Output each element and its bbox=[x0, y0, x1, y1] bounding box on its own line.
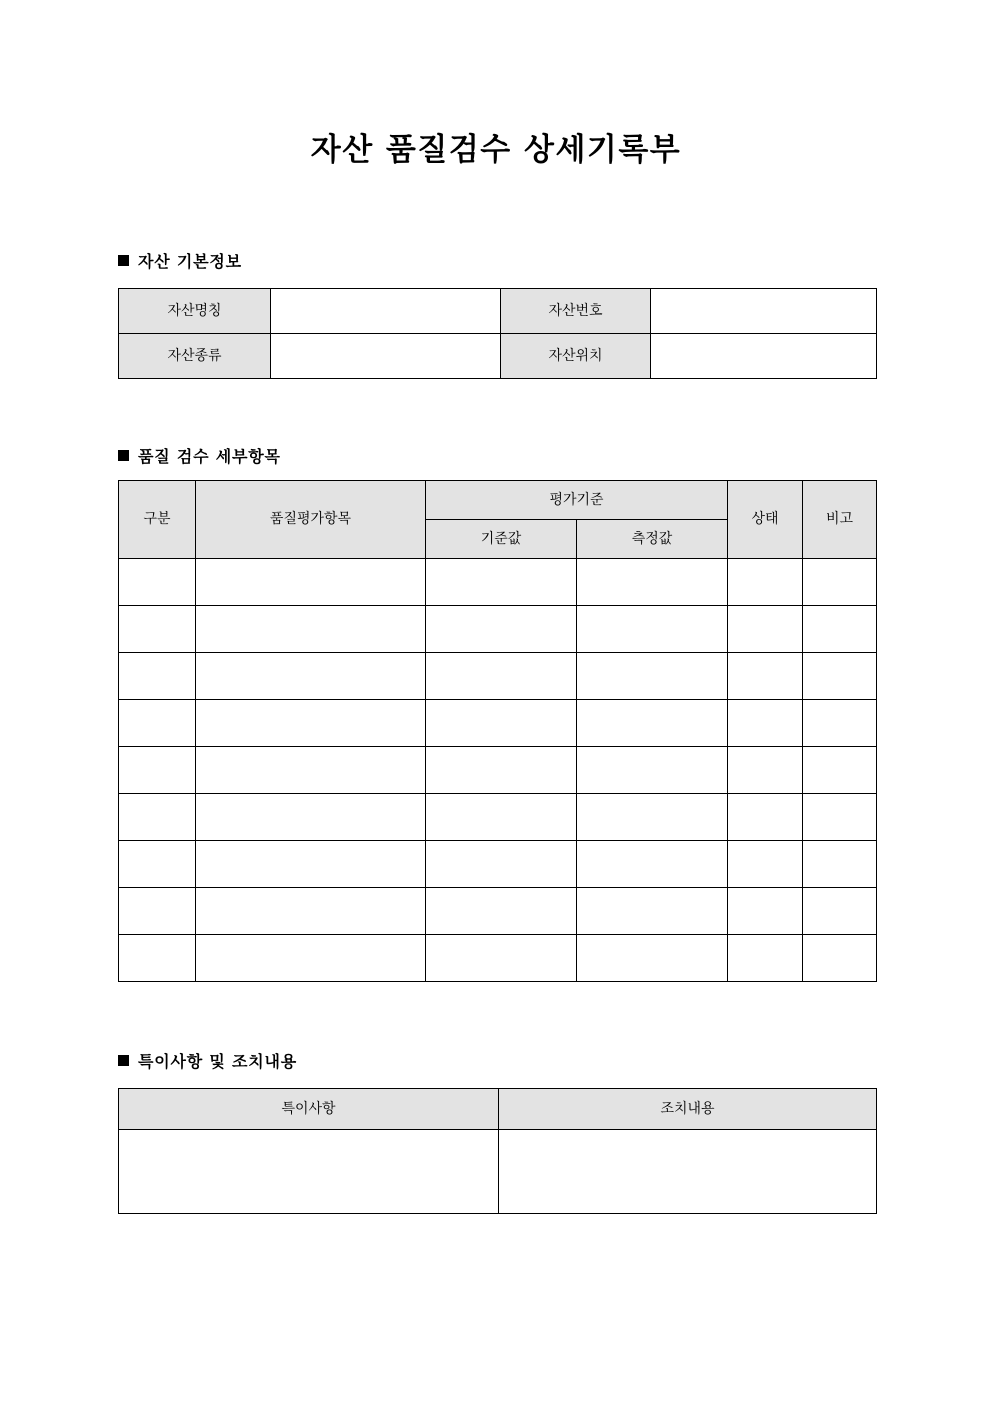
section-heading-notes-actions bbox=[118, 1052, 297, 1071]
cell-item[interactable] bbox=[196, 888, 426, 935]
cell-state[interactable] bbox=[728, 606, 803, 653]
cell-remark[interactable] bbox=[803, 700, 877, 747]
cell-gubun[interactable] bbox=[119, 794, 196, 841]
cell-gubun[interactable] bbox=[119, 559, 196, 606]
section-heading-inspection-detail bbox=[118, 447, 281, 466]
cell-standard-value[interactable] bbox=[426, 794, 577, 841]
cell-state[interactable] bbox=[728, 935, 803, 982]
column-header-state: 상태 bbox=[728, 481, 803, 559]
column-header-note: 특이사항 bbox=[119, 1089, 499, 1130]
cell-remark[interactable] bbox=[803, 935, 877, 982]
cell-item[interactable] bbox=[196, 794, 426, 841]
square-bullet-icon bbox=[118, 450, 129, 461]
cell-standard-value[interactable] bbox=[426, 653, 577, 700]
table-row bbox=[119, 700, 877, 747]
cell-state[interactable] bbox=[728, 888, 803, 935]
cell-measured-value[interactable] bbox=[577, 794, 728, 841]
field-label-asset-location: 자산위치 bbox=[501, 334, 651, 379]
cell-gubun[interactable] bbox=[119, 606, 196, 653]
field-value-asset-number[interactable] bbox=[651, 289, 877, 334]
quality-inspection-table-body bbox=[119, 559, 877, 982]
page-title: 자산 품질검수 상세기록부 bbox=[310, 132, 682, 168]
section-heading-basic-info bbox=[118, 252, 242, 271]
square-bullet-icon bbox=[118, 255, 129, 266]
table-row bbox=[119, 888, 877, 935]
asset-basic-info-table bbox=[118, 288, 877, 379]
cell-gubun[interactable] bbox=[119, 700, 196, 747]
cell-state[interactable] bbox=[728, 700, 803, 747]
table-row bbox=[119, 559, 877, 606]
field-value-asset-location[interactable] bbox=[651, 334, 877, 379]
cell-gubun[interactable] bbox=[119, 841, 196, 888]
table-header-row bbox=[119, 1089, 877, 1130]
cell-standard-value[interactable] bbox=[426, 700, 577, 747]
cell-item[interactable] bbox=[196, 747, 426, 794]
cell-state[interactable] bbox=[728, 794, 803, 841]
cell-item[interactable] bbox=[196, 700, 426, 747]
column-header-action: 조치내용 bbox=[499, 1089, 877, 1130]
notes-actions-table bbox=[118, 1088, 877, 1214]
column-header-remark: 비고 bbox=[803, 481, 877, 559]
cell-remark[interactable] bbox=[803, 747, 877, 794]
table-row bbox=[119, 289, 877, 334]
cell-measured-value[interactable] bbox=[577, 935, 728, 982]
cell-remark[interactable] bbox=[803, 841, 877, 888]
cell-action[interactable] bbox=[499, 1130, 877, 1214]
table-row bbox=[119, 747, 877, 794]
cell-item[interactable] bbox=[196, 653, 426, 700]
cell-remark[interactable] bbox=[803, 559, 877, 606]
quality-inspection-table bbox=[118, 480, 877, 982]
cell-measured-value[interactable] bbox=[577, 841, 728, 888]
table-row bbox=[119, 606, 877, 653]
cell-remark[interactable] bbox=[803, 653, 877, 700]
field-label-asset-number: 자산번호 bbox=[501, 289, 651, 334]
section-heading-basic-info-label: 자산 기본정보 bbox=[138, 252, 242, 271]
cell-standard-value[interactable] bbox=[426, 841, 577, 888]
cell-gubun[interactable] bbox=[119, 747, 196, 794]
table-row bbox=[119, 334, 877, 379]
cell-item[interactable] bbox=[196, 559, 426, 606]
field-value-asset-type[interactable] bbox=[271, 334, 501, 379]
column-header-criteria-group: 평가기준 bbox=[426, 481, 728, 520]
column-header-standard-value: 기준값 bbox=[426, 520, 577, 559]
column-header-gubun: 구분 bbox=[119, 481, 196, 559]
cell-gubun[interactable] bbox=[119, 935, 196, 982]
cell-state[interactable] bbox=[728, 841, 803, 888]
table-header-row-top bbox=[119, 481, 877, 520]
cell-remark[interactable] bbox=[803, 888, 877, 935]
table-row bbox=[119, 1130, 877, 1214]
table-row bbox=[119, 653, 877, 700]
field-label-asset-type: 자산종류 bbox=[119, 334, 271, 379]
cell-item[interactable] bbox=[196, 606, 426, 653]
field-value-asset-name[interactable] bbox=[271, 289, 501, 334]
cell-state[interactable] bbox=[728, 559, 803, 606]
column-header-item: 품질평가항목 bbox=[196, 481, 426, 559]
cell-measured-value[interactable] bbox=[577, 606, 728, 653]
section-heading-notes-actions-label: 특이사항 및 조치내용 bbox=[138, 1052, 298, 1071]
table-row bbox=[119, 794, 877, 841]
cell-standard-value[interactable] bbox=[426, 888, 577, 935]
cell-note[interactable] bbox=[119, 1130, 499, 1214]
cell-state[interactable] bbox=[728, 653, 803, 700]
cell-remark[interactable] bbox=[803, 794, 877, 841]
field-label-asset-name: 자산명칭 bbox=[119, 289, 271, 334]
square-bullet-icon bbox=[118, 1055, 129, 1066]
cell-item[interactable] bbox=[196, 841, 426, 888]
cell-standard-value[interactable] bbox=[426, 747, 577, 794]
cell-state[interactable] bbox=[728, 747, 803, 794]
cell-standard-value[interactable] bbox=[426, 606, 577, 653]
cell-standard-value[interactable] bbox=[426, 935, 577, 982]
cell-measured-value[interactable] bbox=[577, 653, 728, 700]
cell-remark[interactable] bbox=[803, 606, 877, 653]
section-heading-inspection-detail-label: 품질 검수 세부항목 bbox=[138, 447, 281, 466]
cell-standard-value[interactable] bbox=[426, 559, 577, 606]
cell-item[interactable] bbox=[196, 935, 426, 982]
cell-gubun[interactable] bbox=[119, 888, 196, 935]
table-row bbox=[119, 935, 877, 982]
cell-measured-value[interactable] bbox=[577, 559, 728, 606]
cell-gubun[interactable] bbox=[119, 653, 196, 700]
cell-measured-value[interactable] bbox=[577, 747, 728, 794]
table-row bbox=[119, 841, 877, 888]
cell-measured-value[interactable] bbox=[577, 888, 728, 935]
cell-measured-value[interactable] bbox=[577, 700, 728, 747]
column-header-measured-value: 측정값 bbox=[577, 520, 728, 559]
